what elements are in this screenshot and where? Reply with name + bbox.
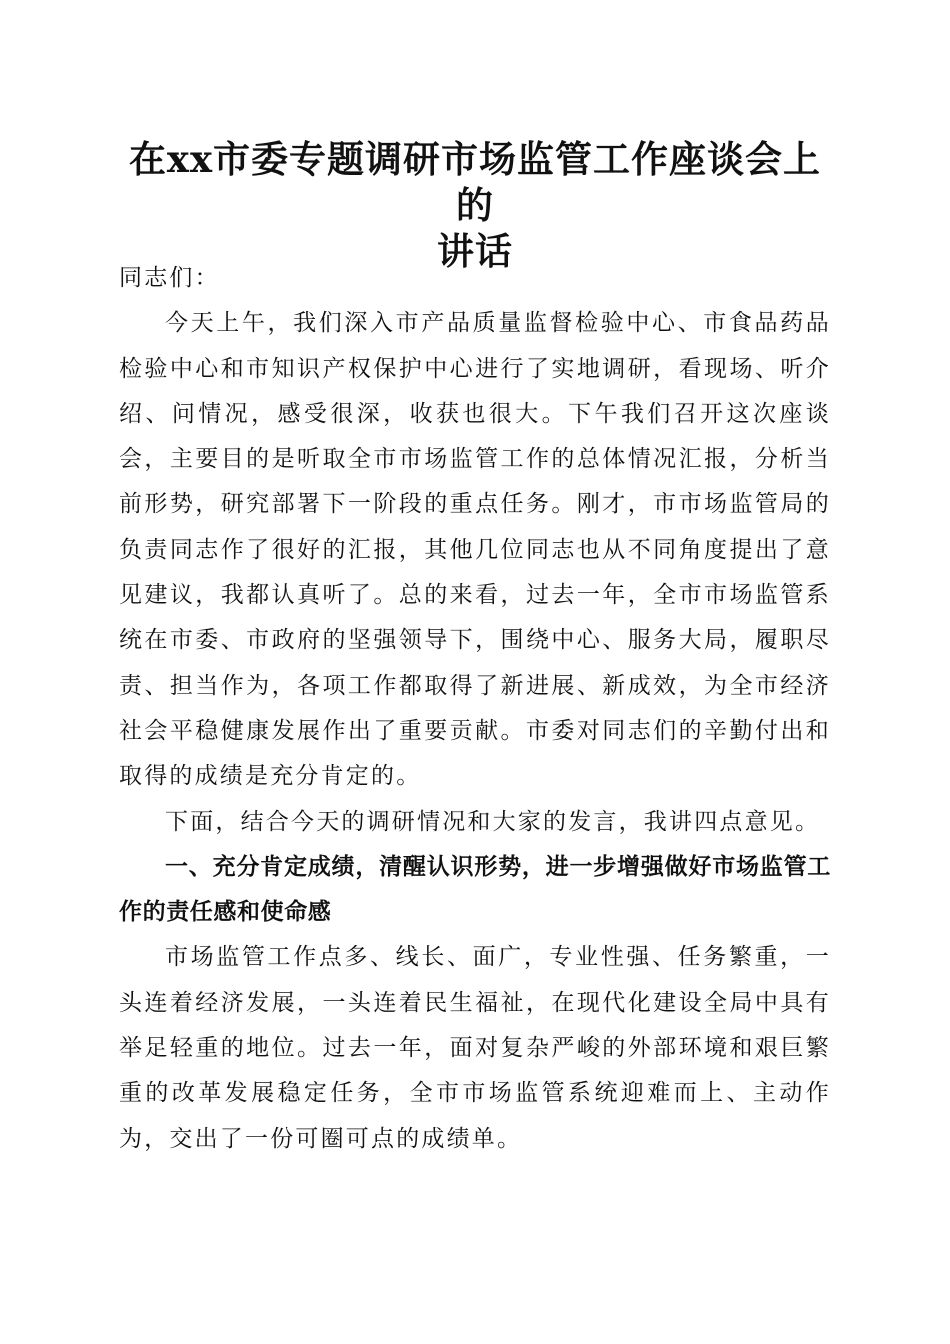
title-line-2: 讲话 <box>437 229 513 273</box>
document-body <box>119 256 831 1162</box>
title-line-1: 在xx市委专题调研市场监管工作座谈会上的 <box>128 137 822 227</box>
salutation: 同志们： <box>119 265 220 291</box>
section-paragraph: 市场监管工作点多、线长、面广，专业性强、任务繁重，一头连着经济发展，一头连着民生福祉，在现代化建设全局中具有举足轻重的地位。过去一年，面对复杂严峻的外部环境和艰巨繁重的改革发展稳定任务，全市市场监管系统迎难而上、主动作为，交出了一份可圈可点的成绩单。 <box>119 944 831 1152</box>
paragraph-outline: 下面，结合今天的调研情况和大家的发言，我讲四点意见。 <box>165 808 821 835</box>
section-heading: 一、充分肯定成绩，清醒认识形势，进一步增强做好市场监管工作的责任感和使命感 <box>119 853 831 926</box>
paragraph-intro: 今天上午，我们深入市产品质量监督检验中心、市食品药品检验中心和市知识产权保护中心进行了实地调研，看现场、听介绍、问情况，感受很深，收获也很大。下午我们召开这次座谈会，主要目的是听取全市市场监管工作的总体情况汇报，分析当前形势，研究部署下一阶段的重点任务。刚才，市市场监管局的负责同志作了很好的汇报，其他几位同志也从不同角度提出了意见建议，我都认真听了。总的来看，过去一年，全市市场监管系统在市委、市政府的坚强领导下，围绕中心、服务大局，履职尽责、担当作为，各项工作都取得了新进展、新成效，为全市经济社会平稳健康发展作出了重要贡献。市委对同志们的辛勤付出和取得的成绩是充分肯定的。 <box>119 310 831 790</box>
document-title <box>110 136 840 274</box>
